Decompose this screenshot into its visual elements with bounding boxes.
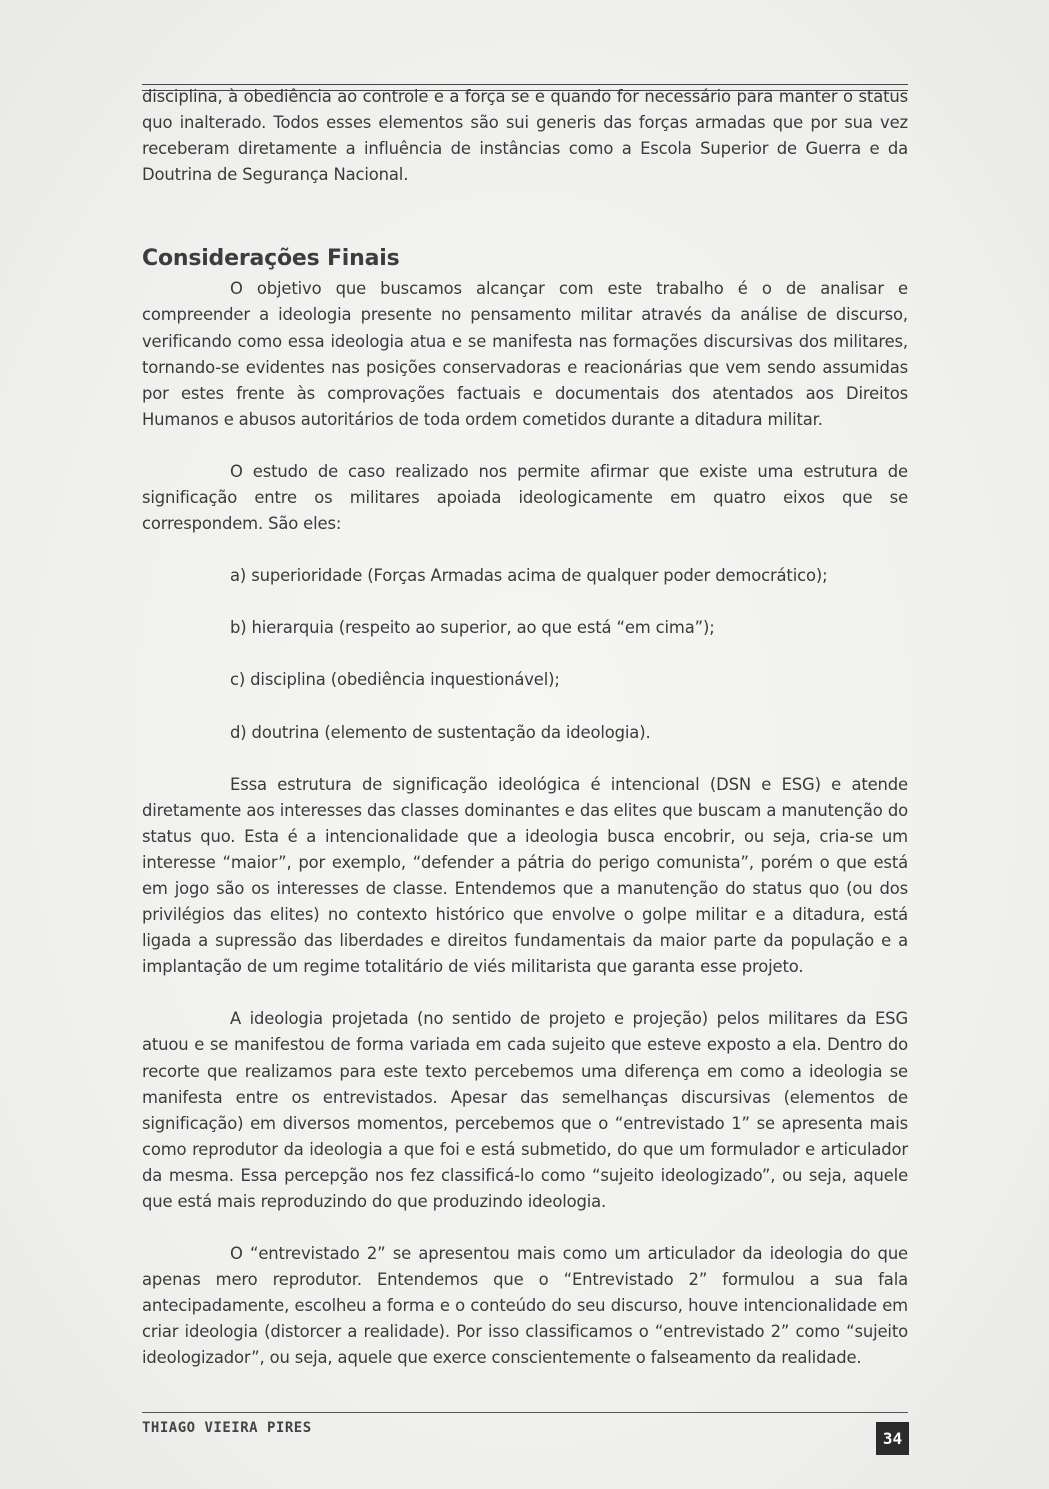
- section-spacer: [142, 188, 908, 244]
- paragraph-ideology-projected: A ideologia projetada (no sentido de projeto e projeção) pelos militares da ESG atuou e se manifestou de forma variada em cada sujeito que esteve exposto a ela. Dentro do recorte que realizamos para este texto percebemos uma diferença em como a ideologia se manifesta entre os entrevistados. Apesar das semelhanças discursivas (elementos de significação) em diversos momentos, percebemos que o “entrevistado 1” se apresenta mais como reprodutor da ideologia a que foi e está submetido, do que um formulador e articulador da mesma. Essa percepção nos fez classificá-lo como “sujeito ideologizado”, ou seja, aquele que está mais reproduzindo do que produzindo ideologia.: [142, 1009, 908, 1211]
- list-item-hierarquia: b) hierarquia (respeito ao superior, ao que está “em cima”);: [230, 618, 715, 638]
- paragraph-structure: Essa estrutura de significação ideológica é intencional (DSN e ESG) e atende diretamente aos interesses das classes dominantes e das elites que buscam a manutenção do status quo. Esta é a intencionalidade que a ideologia busca encobrir, ou seja, cria-se um interesse “maior”, por exemplo, “defender a pátria do perigo comunista”, porém o que está em jogo são os interesses de classe. Entendemos que a manutenção do status quo (ou dos privilégios das elites) no contexto histórico que envolve o golpe militar e a ditadura, está ligada a supressão das liberdades e direitos fundamentais da maior parte da população e a implantação de um regime totalitário de viés militarista que garanta esse projeto.: [142, 774, 908, 977]
- paragraph-objective: O objetivo que buscamos alcançar com este trabalho é o de analisar e compreender a ideologia presente no pensamento militar através da análise de discurso, verificando como essa ideologia atua e se manifesta nas formações discursivas dos militares, tornando-se evidentes nas posições conservadoras e reacionárias que vem sendo assumidas por estes frente às comprovações factuais e documentais dos atentados aos Direitos Humanos e abusos autoritários de toda ordem cometidos durante a ditadura militar.: [142, 279, 908, 429]
- paragraph-case-study: O estudo de caso realizado nos permite afirmar que existe uma estrutura de significação entre os militares apoiada ideologicamente em quatro eixos que se correspondem. São eles:: [142, 461, 908, 534]
- page-content: [142, 84, 908, 1372]
- list-item-disciplina: c) disciplina (obediência inquestionável);: [230, 670, 560, 690]
- page-number-badge: 34: [876, 1422, 909, 1455]
- footer-rule: [142, 1412, 908, 1413]
- list-item-doutrina: d) doutrina (elemento de sustentação da ideologia).: [230, 722, 651, 742]
- continued-paragraph: disciplina, à obediência ao controle e a força se e quando for necessário para manter o status quo inalterado. Todos esses elementos são sui generis das forças armadas que por sua vez receberam diretamente a influência de instâncias como a Escola Superior de Guerra e da Doutrina de Segurança Nacional.: [142, 87, 908, 185]
- paragraph-interviewee-2: O “entrevistado 2” se apresentou mais como um articulador da ideologia do que apenas mero reprodutor. Entendemos que o “Entrevistado 2” formulou a sua fala antecipadamente, escolheu a forma e o conteúdo do seu discurso, houve intencionalidade em criar ideologia (distorcer a realidade). Por isso classificamos o “entrevistado 2” como “sujeito ideologizador”, ou seja, aquele que exerce conscientemente o falseamento da realidade.: [142, 1244, 908, 1368]
- list-item-superioridade: a) superioridade (Forças Armadas acima de qualquer poder democrático);: [230, 566, 828, 586]
- footer-author: THIAGO VIEIRA PIRES: [142, 1420, 312, 1436]
- section-title: Considerações Finais: [142, 246, 400, 272]
